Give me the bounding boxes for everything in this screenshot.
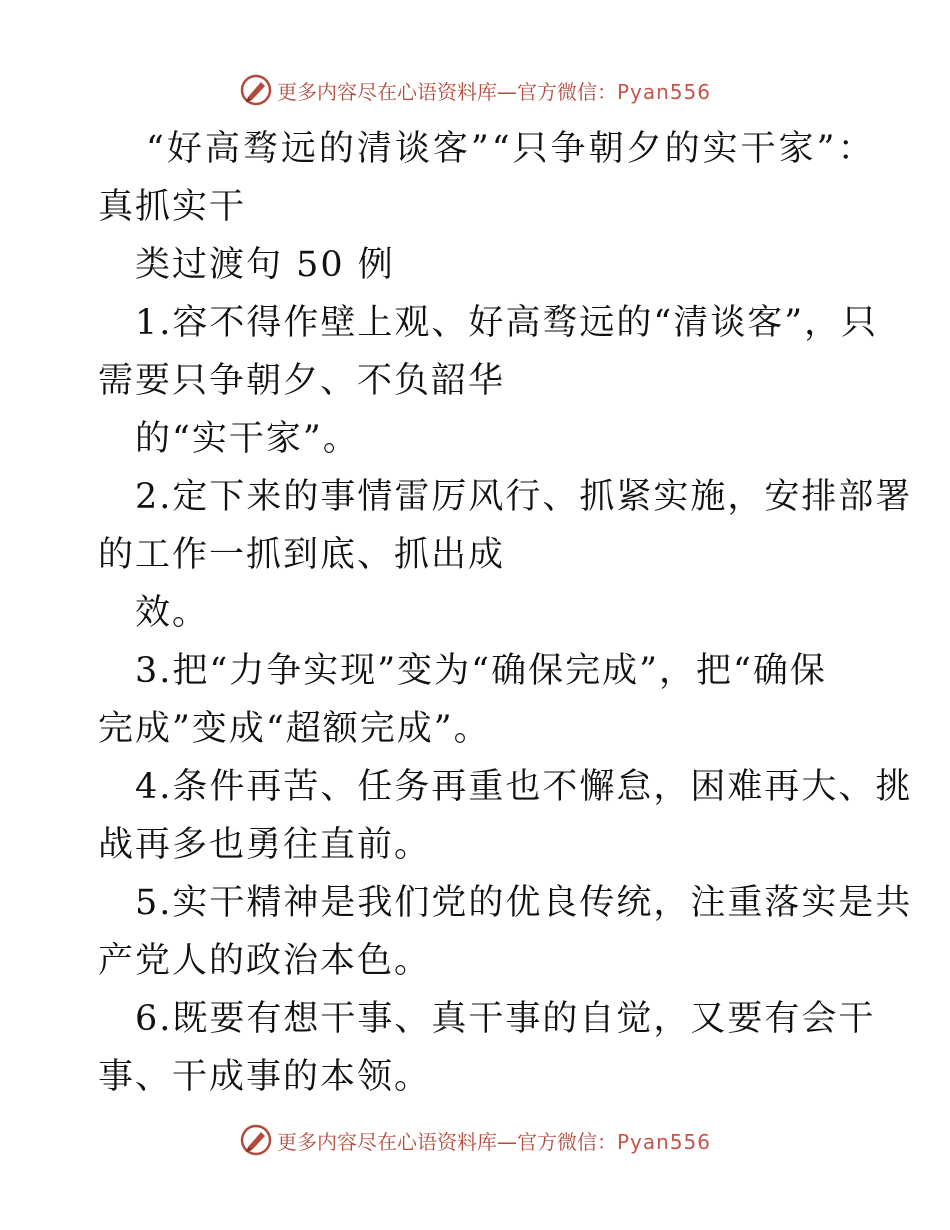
footer-watermark-banner <box>0 1120 950 1160</box>
title-line-2: 真抓实干 <box>98 187 247 227</box>
wechat-label: 官方微信： <box>516 1129 617 1154</box>
pen-logo-icon <box>239 73 273 107</box>
paragraph-line: 需要只争朝夕、不负韶华 <box>98 361 506 401</box>
banner-text: 更多内容尽在心语资料库 <box>276 1129 497 1154</box>
paragraph-line: 完成”变成“超额完成”。 <box>98 709 491 749</box>
subtitle-line: 类过渡句 50 例 <box>135 245 395 285</box>
banner-separator: — <box>496 1129 517 1154</box>
paragraph-line: 的工作一抓到底、抓出成 <box>98 535 506 575</box>
banner-text: 更多内容尽在心语资料库 <box>276 79 497 104</box>
paragraph-line: 5.实干精神是我们党的优良传统，注重落实是共 <box>135 883 913 923</box>
paragraph-line: 的“实干家”。 <box>135 419 360 459</box>
paragraph-line: 效。 <box>135 593 210 633</box>
document-body <box>98 120 913 1106</box>
paragraph-line: 事、干成事的本领。 <box>98 1057 432 1097</box>
wechat-id: Pyan556 <box>616 1129 711 1154</box>
paragraph-line: 4.条件再苦、任务再重也不懈怠，困难再大、挑 <box>135 767 913 807</box>
wechat-id: Pyan556 <box>616 79 711 104</box>
wechat-label: 官方微信： <box>516 79 617 104</box>
paragraph-line: 产党人的政治本色。 <box>98 941 432 981</box>
header-watermark-banner <box>0 70 950 110</box>
paragraph-line: 2.定下来的事情雷厉风行、抓紧实施，安排部署 <box>135 477 913 517</box>
paragraph-line: 战再多也勇往直前。 <box>98 825 432 865</box>
banner-separator: — <box>496 79 517 104</box>
pen-logo-icon <box>239 1123 273 1157</box>
paragraph-line: 1.容不得作壁上观、好高骛远的“清谈客”，只 <box>135 303 879 343</box>
paragraph-line: 6.既要有想干事、真干事的自觉，又要有会干 <box>135 999 876 1039</box>
paragraph-line: 3.把“力争实现”变为“确保完成”，把“确保 <box>135 651 827 691</box>
title-line-1: “好高骛远的清谈客”“只争朝夕的实干家”： <box>146 129 876 169</box>
